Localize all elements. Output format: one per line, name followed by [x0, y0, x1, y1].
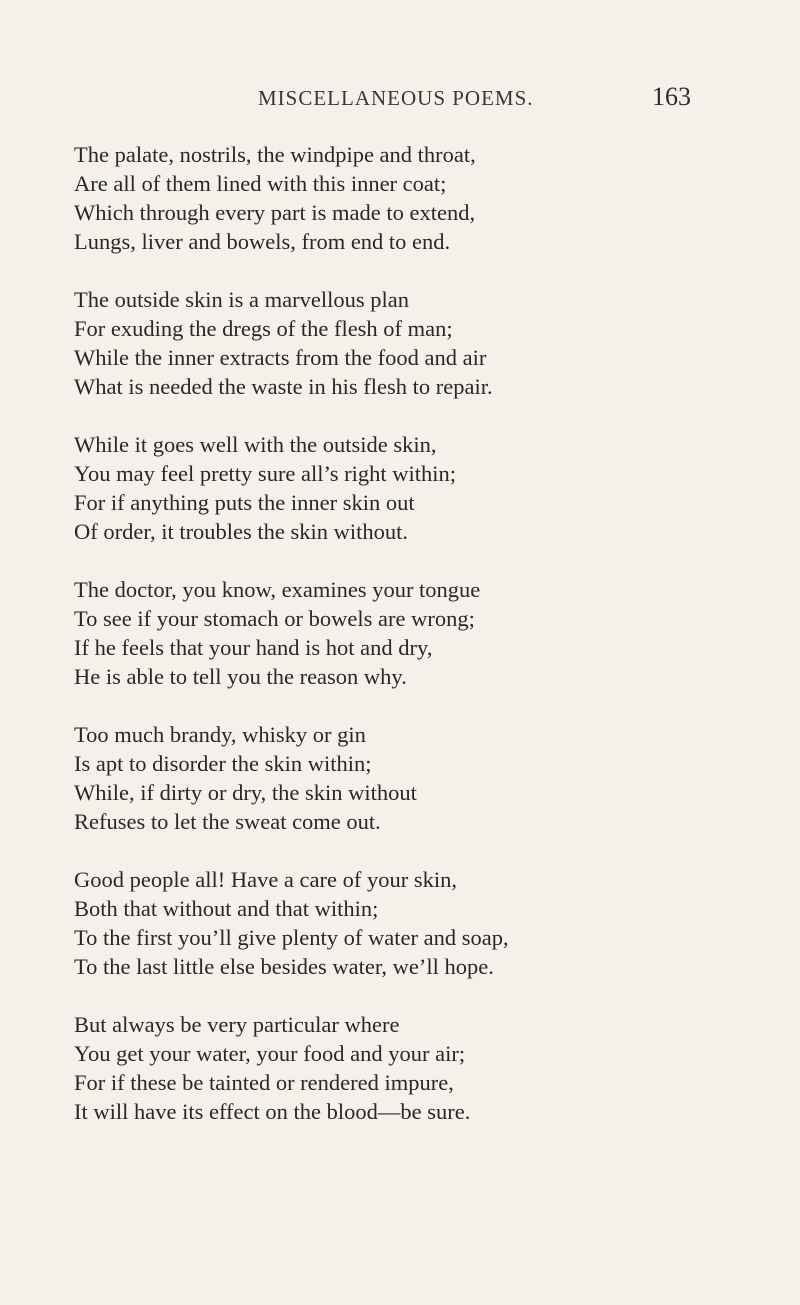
- poem-line: To the first you’ll give plenty of water and soap,: [74, 925, 509, 950]
- stanza-5: [74, 720, 774, 836]
- stanza-6: [74, 865, 774, 981]
- poem-line: You get your water, your food and your air;: [74, 1041, 466, 1066]
- stanza-2: [74, 285, 774, 401]
- poem-line: To see if your stomach or bowels are wrong;: [74, 606, 475, 631]
- poem-line: But always be very particular where: [74, 1012, 400, 1037]
- poem-line: The outside skin is a marvellous plan: [74, 287, 409, 312]
- poem-line: Is apt to disorder the skin within;: [74, 751, 372, 776]
- poem-line: For exuding the dregs of the flesh of man;: [74, 316, 453, 341]
- poem-line: The palate, nostrils, the windpipe and throat,: [74, 142, 476, 167]
- poem-line: It will have its effect on the blood—be sure.: [74, 1099, 471, 1124]
- poem-line: Good people all! Have a care of your skin,: [74, 867, 457, 892]
- stanza-3: [74, 430, 774, 546]
- stanza-7: [74, 1010, 774, 1126]
- poem-line: For if these be tainted or rendered impure,: [74, 1070, 454, 1095]
- poem-line: What is needed the waste in his flesh to repair.: [74, 374, 493, 399]
- poem-line: To the last little else besides water, we’ll hope.: [74, 954, 494, 979]
- poem-line: Lungs, liver and bowels, from end to end.: [74, 229, 451, 254]
- running-title: MISCELLANEOUS POEMS.: [258, 86, 534, 110]
- poem-line: Refuses to let the sweat come out.: [74, 809, 381, 834]
- poem-line: For if anything puts the inner skin out: [74, 490, 415, 515]
- poem-line: Of order, it troubles the skin without.: [74, 519, 409, 544]
- running-head: [0, 82, 800, 116]
- poem-line: Which through every part is made to extend,: [74, 200, 476, 225]
- poem-line: While the inner extracts from the food and air: [74, 345, 487, 370]
- poem-line: He is able to tell you the reason why.: [74, 664, 407, 689]
- poem-line: Are all of them lined with this inner coat;: [74, 171, 447, 196]
- poem-line: While it goes well with the outside skin,: [74, 432, 437, 457]
- stanza-1: [74, 140, 774, 256]
- poem-line: Too much brandy, whisky or gin: [74, 722, 366, 747]
- poem-line: Both that without and that within;: [74, 896, 379, 921]
- stanza-4: [74, 575, 774, 691]
- poem-line: The doctor, you know, examines your tongue: [74, 577, 481, 602]
- page-number: 163: [652, 82, 691, 111]
- poem-line: If he feels that your hand is hot and dry,: [74, 635, 433, 660]
- poem-line: While, if dirty or dry, the skin without: [74, 780, 417, 805]
- poem-line: You may feel pretty sure all’s right within;: [74, 461, 457, 486]
- poem: [74, 140, 774, 1155]
